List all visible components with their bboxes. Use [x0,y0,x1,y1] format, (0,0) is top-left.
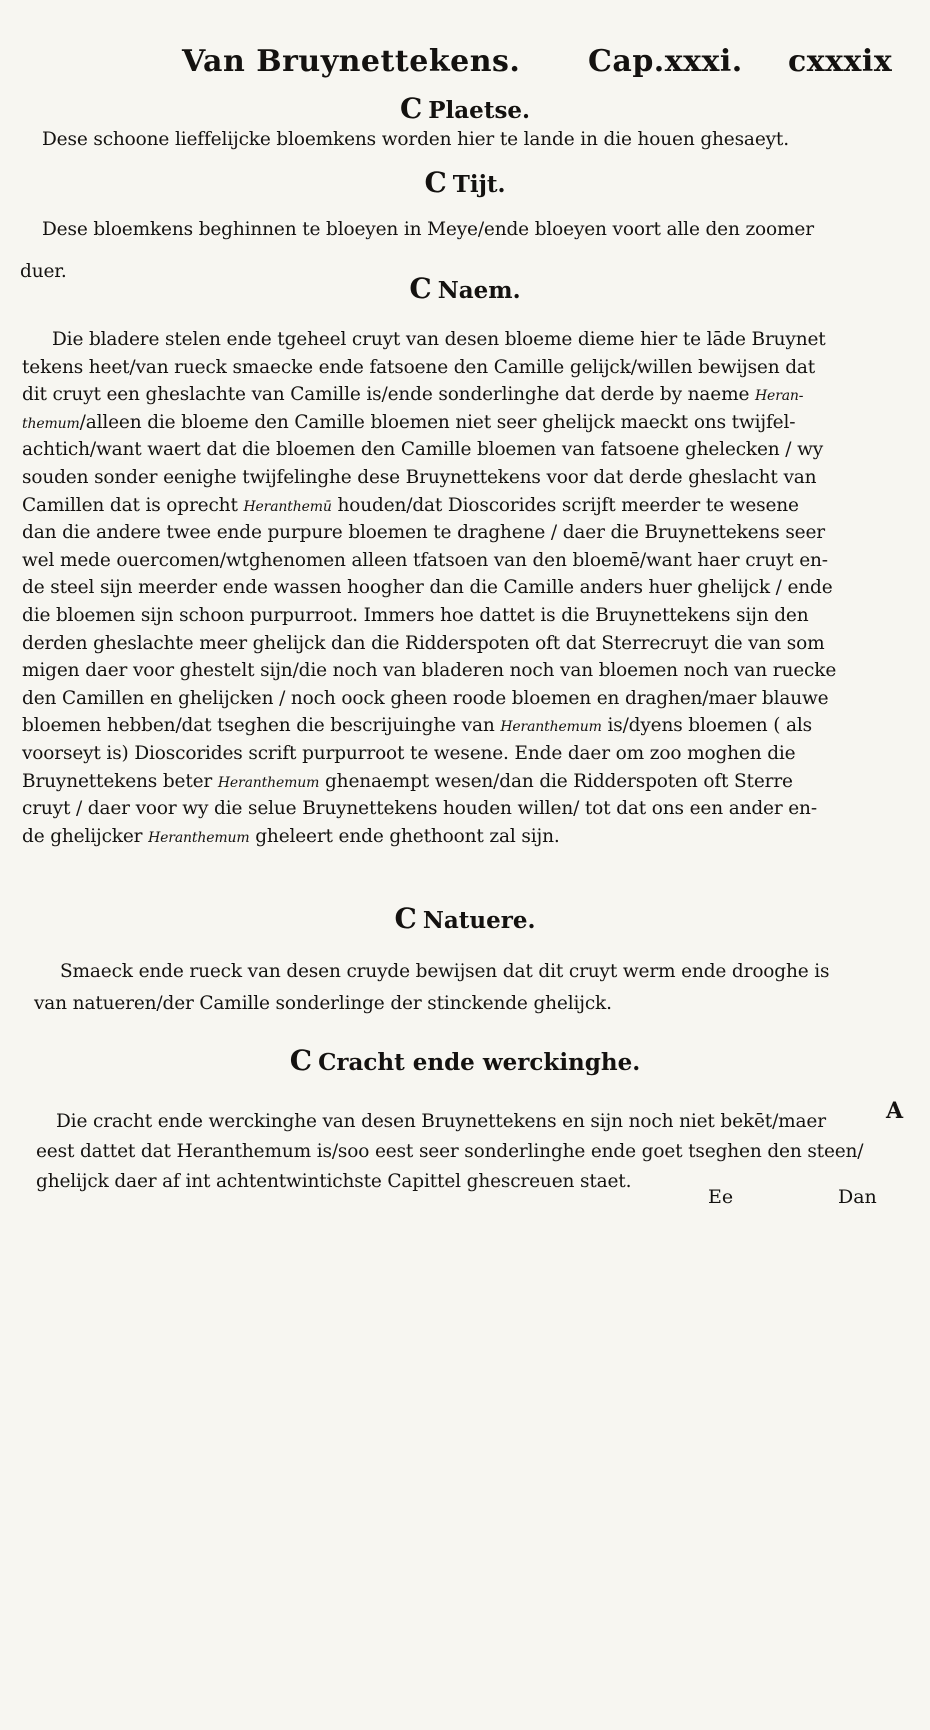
text-line: cruyt / daer voor wy die selue Bruynettekens houden willen/ tot dat ons een ander en- [22,798,817,820]
text-line: eest dattet dat Heranthemum is/soo eest seer sonderlinghe ende goet tseghen den steen/ [36,1141,864,1162]
marginal-signature-letter: A [886,1098,904,1124]
text-line: dit cruyt een gheslachte van Camille is/ende sonderlinghe dat derde by naeme Heran- [22,384,804,406]
text-line: derden gheslachte meer ghelijck dan die Ridderspoten oft dat Sterrecruyt die van som [22,632,825,654]
text-line: voorseyt is) Dioscorides scrift purpurroot te wesene. Ende daer om zoo moghen die [22,743,796,764]
text-line: themum/alleen die bloeme den Camille bloemen niet seer ghelijck maeckt ons twijfel- [22,411,796,433]
text-line: Dese bloemkens beghinnen te bloeyen in Meye/ende bloeyen voort alle den zoomer [42,219,814,240]
catchword: Dan [838,1186,877,1208]
section-heading-text: Naem. [437,277,521,304]
text-line: Camillen dat is oprecht Heranthemū houden/dat Dioscorides scrijft meerder te wesene [22,494,799,516]
section-heading-text: Tijt. [452,171,506,198]
pilcrow-mark: C [424,166,447,199]
section-heading-natuere [0,902,930,935]
running-header [0,44,930,94]
text-line: ghelijck daer af int achtentwintichste Capittel ghescreuen staet. [36,1171,632,1192]
text-line: Smaeck ende rueck van desen cruyde bewijsen dat dit cruyt werm ende drooghe is [60,961,830,982]
italic-term: Heranthemum [500,719,602,736]
pilcrow-mark: C [409,272,432,305]
pilcrow-mark: C [289,1044,313,1077]
text-line: dan die andere twee ende purpure bloemen te draghene / daer die Bruynettekens seer [22,522,825,544]
text-line: migen daer voor ghestelt sijn/die noch van bladeren noch van bloemen noch van ruecke [22,660,837,682]
folio-number: cxxxix [788,44,893,79]
text-line: Bruynettekens beter Heranthemum ghenaempt wesen/dan die Ridderspoten oft Sterre [22,770,793,792]
italic-term: Heranthemum [217,774,320,791]
text-line: Dese schoone lieffelijcke bloemkens worden hier te lande in die houen ghesaeyt. [42,129,789,150]
chapter-number: Cap.xxxi. [588,44,743,79]
text-line: van natueren/der Camille sonderlinge der stinckende ghelijck. [34,993,612,1014]
text-line: bloemen hebben/dat tseghen die bescrijuinghe van Heranthemum is/dyens bloemen ( als [22,715,813,737]
pilcrow-mark: C [399,92,423,125]
pilcrow-mark: C [394,902,417,935]
section-heading-cracht [0,1044,930,1077]
section-heading-plaetse [0,92,930,125]
section-heading-text: Plaetse. [428,97,531,124]
text-line: souden sonder eenighe twijfelinghe dese Bruynettekens voor dat derde gheslacht van [22,467,817,488]
text-line: tekens heet/van rueck smaecke ende fatsoene den Camille gelijck/willen bewijsen dat [22,356,816,378]
catchword: Ee [708,1186,734,1208]
section-heading-text: Natuere. [422,907,536,934]
section-heading-tijt [0,166,930,199]
text-line: de ghelijcker Heranthemum gheleert ende ghethoont zal sijn. [22,825,560,847]
italic-term: themum [22,415,80,432]
text-line: Die cracht ende werckinghe van desen Bruynettekens en sijn noch niet bekēt/maer [56,1111,826,1132]
italic-term: Heranthemū [243,498,332,515]
section-heading-naem [0,272,930,305]
text-line: die bloemen sijn schoon purpurroot. Immers hoe dattet is die Bruynettekens sijn den [22,605,809,626]
section-heading-text: Cracht ende werckinghe. [318,1049,641,1076]
italic-term: Heran- [755,388,804,405]
text-line: de steel sijn meerder ende wassen hoogher dan die Camille anders huer ghelijck / ende [22,577,833,599]
text-line: achtich/want waert dat die bloemen den Camille bloemen van fatsoene ghelecken / wy [22,439,824,461]
text-line: wel mede ouercomen/wtghenomen alleen tfatsoen van den bloemē/want haer cruyt en- [22,549,828,571]
text-line: duer. [20,261,67,282]
running-title: Van Bruynettekens. [182,44,521,79]
text-line: Die bladere stelen ende tgeheel cruyt van desen bloeme dieme hier te lāde Bruynet [52,329,826,350]
italic-term: Heranthemum [148,829,250,846]
text-line: den Camillen en ghelijcken / noch oock gheen roode bloemen en draghen/maer blauwe [22,687,829,709]
